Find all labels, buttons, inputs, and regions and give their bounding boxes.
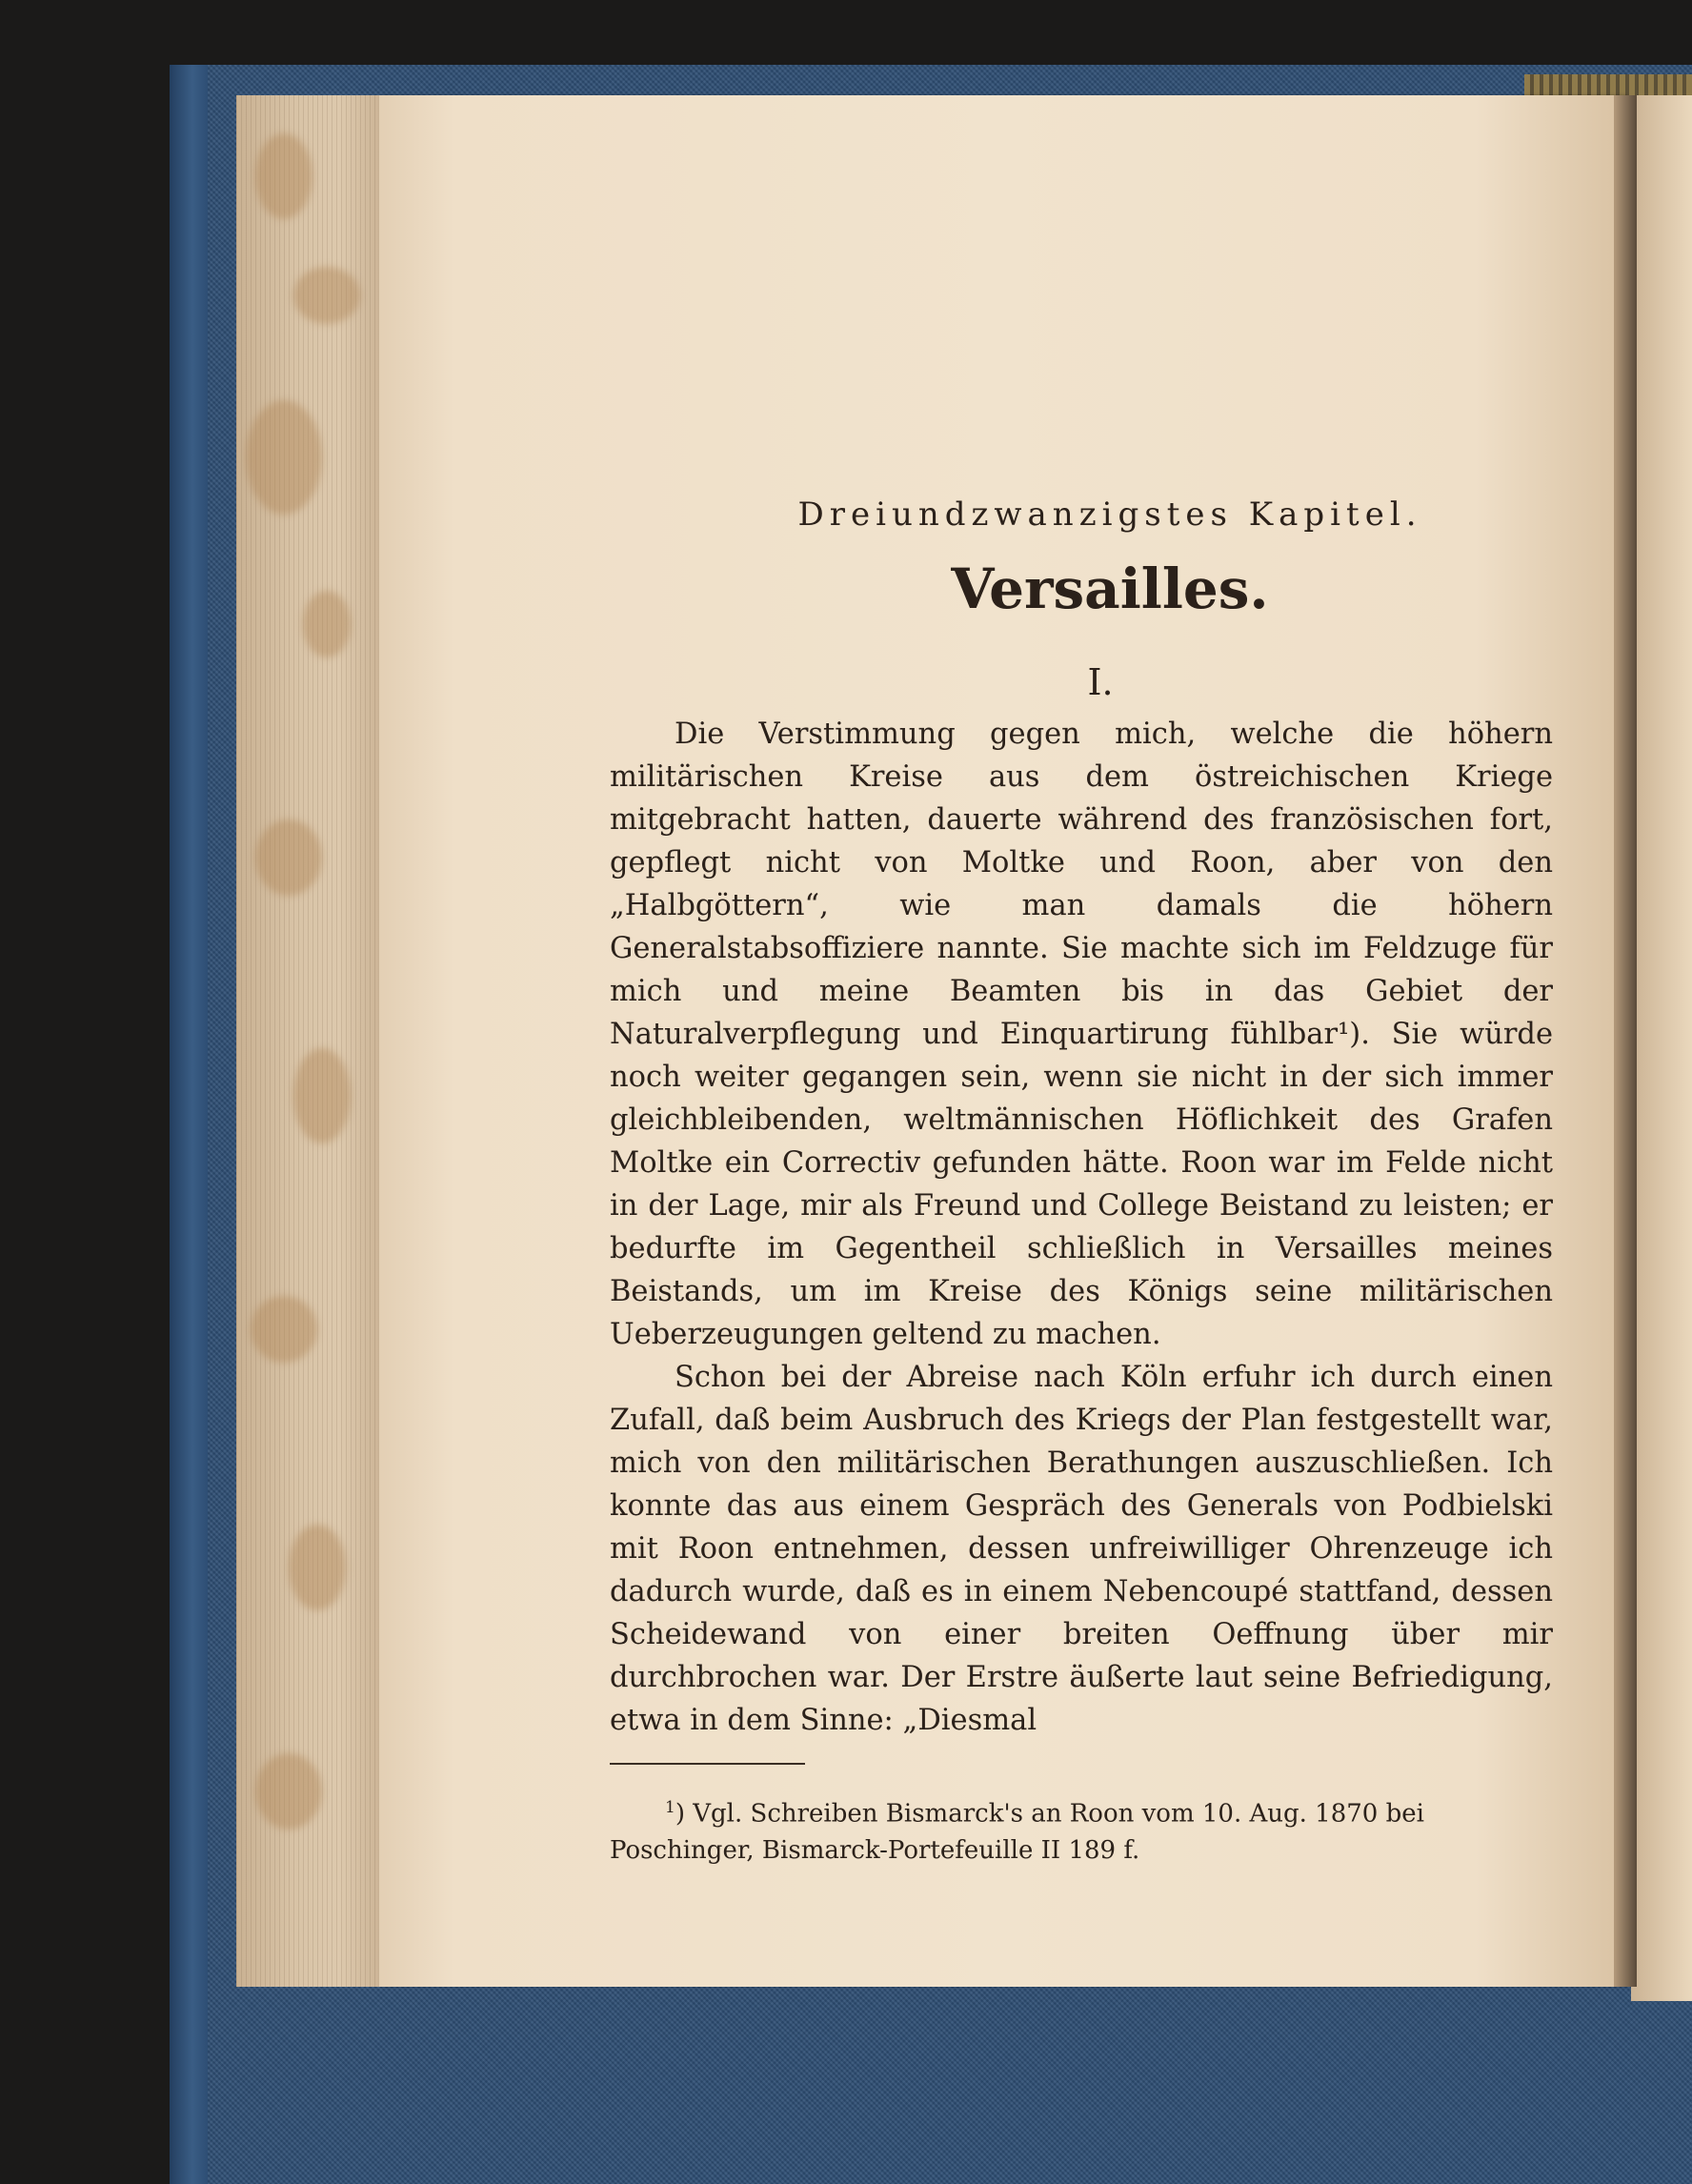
body-paragraph: Schon bei der Abreise nach Köln erfuhr ich durch einen Zufall, daß beim Ausbruch des Kriegs der Plan festgestellt war, mich von den militärischen Berathungen auszuschließen. Ich konnte das aus einem Gespräch des Generals von Podbielski mit Roon entnehmen, dessen unfreiwilliger Ohrenzeuge ich dadurch wurde, daß es in einem Nebencoupé stattfand, dessen Scheidewand von einer breiten Oeffnung über mir durchbrochen war. Der Erstre äußerte laut seine Befriedigung, etwa in dem Sinne: „Diesmal [610, 1361, 1553, 1737]
page-gutter [1614, 95, 1637, 1987]
cover-edge [170, 65, 208, 2184]
page-content [610, 495, 1553, 1869]
foxing-stain [246, 400, 322, 515]
facing-page-edge [1631, 95, 1692, 2001]
page-stack-edge [236, 95, 383, 1987]
foxing-stain [251, 1296, 317, 1363]
footnote-divider [610, 1763, 805, 1765]
foxing-stain [255, 819, 322, 896]
body-paragraph: Die Verstimmung gegen mich, welche die höhern militärischen Kreise aus dem östreichischen Kriege mitgebracht hatten, dauerte während des französischen fort, gepflegt nicht von Moltke und Roon, aber von den „Halbgöttern“, wie man damals die höhern Generalstabsoffiziere nannte. Sie machte sich im Feldzuge für mich und meine Beamten bis in das Gebiet der Naturalverpflegung und Einquartirung fühlbar¹). Sie würde noch weiter gegangen sein, wenn sie nicht in der sich immer gleichbleibenden, weltmännischen Höflichkeit des Grafen Moltke ein Correctiv gefunden hätte. Roon war im Felde nicht in der Lage, mir als Freund und College Beistand zu leisten; er bedurfte im Gegentheil schließlich in Versailles meines Beistands, um im Kreise des Königs seine militärischen Ueberzeugungen geltend zu machen. [610, 718, 1553, 1351]
chapter-heading: Dreiundzwanzigstes Kapitel. [797, 495, 1422, 534]
footnote [610, 1790, 1553, 1869]
foxing-stain [293, 267, 360, 324]
footnote-marker: 1 [665, 1798, 675, 1817]
section-number: I. [1087, 661, 1114, 703]
chapter-title: Versailles. [951, 556, 1269, 621]
foxing-stain [303, 591, 351, 657]
foxing-stain [289, 1525, 346, 1610]
foxing-stain [293, 1048, 351, 1143]
foxing-stain [255, 133, 312, 219]
footnote-text: ) Vgl. Schreiben Bismarck's an Roon vom 10. Aug. 1870 bei Poschinger, Bismarck-Portefeuille II 189 f. [610, 1799, 1424, 1865]
headband [1524, 74, 1692, 95]
foxing-stain [255, 1753, 322, 1830]
